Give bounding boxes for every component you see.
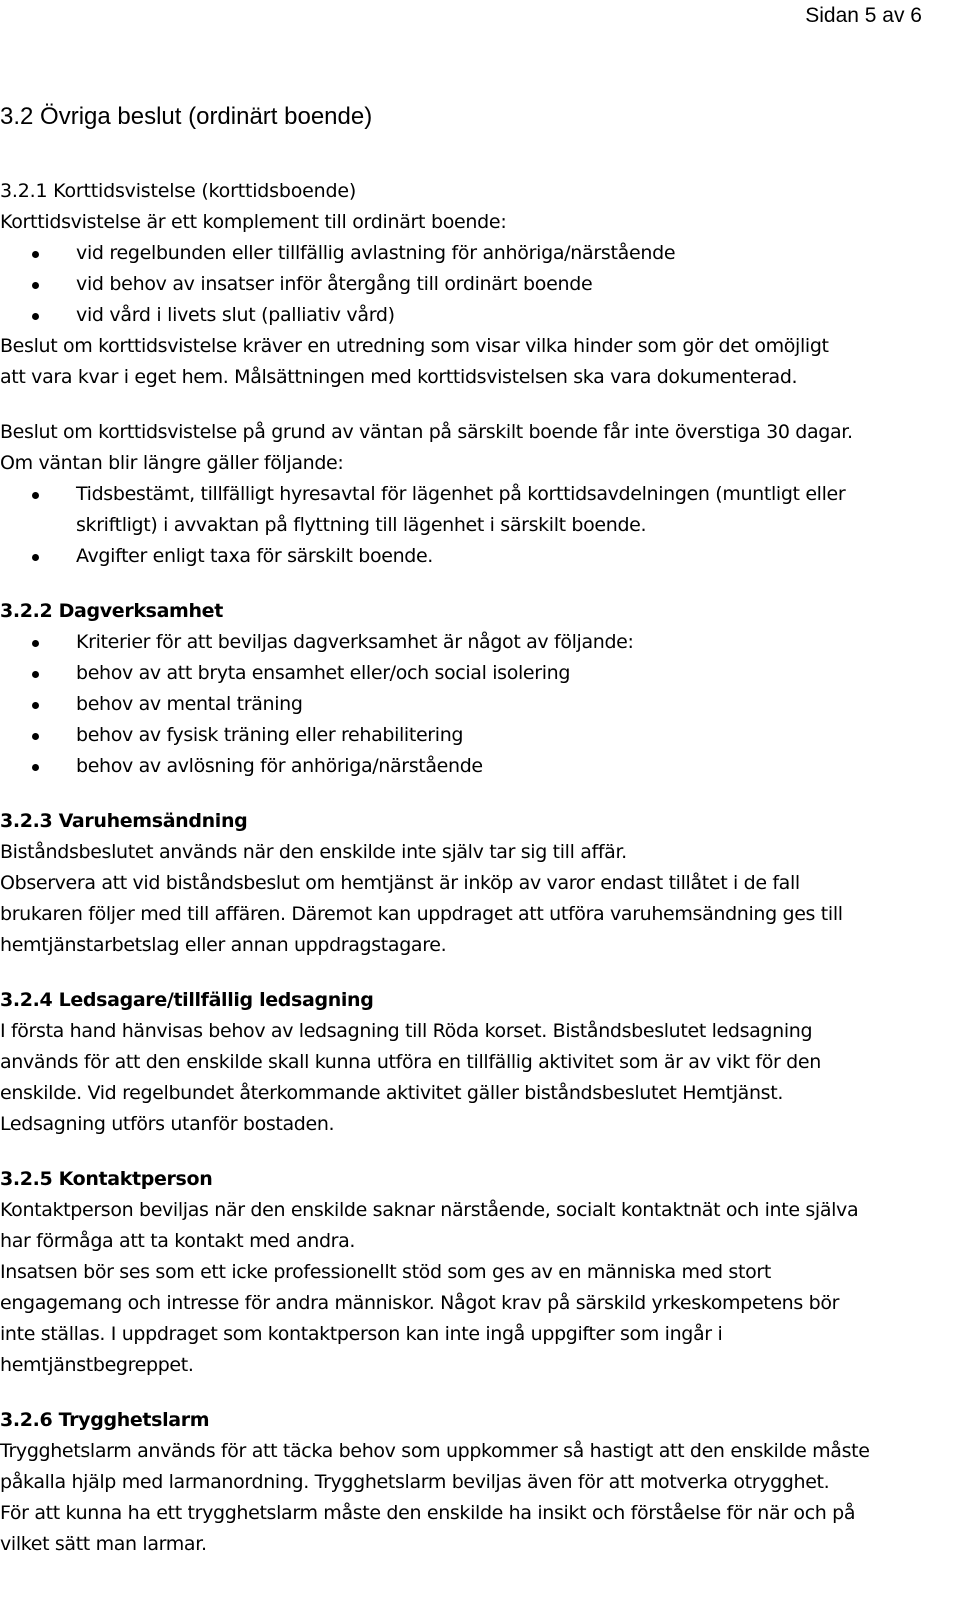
bullet-icon: [32, 702, 39, 709]
paragraph-line: Insatsen bör ses som ett icke professionellt stöd som ges av en människa med stort: [0, 1261, 771, 1283]
paragraph-line: vilket sätt man larmar.: [0, 1533, 207, 1555]
list-item-text: Kriterier för att beviljas dagverksamhet är något av följande:: [76, 631, 634, 653]
paragraph-line: För att kunna ha ett trygghetslarm måste den enskilde ha insikt och förståelse för när och på: [0, 1502, 856, 1524]
section-title: 3.2 Övriga beslut (ordinärt boende): [0, 103, 373, 130]
paragraph-line: påkalla hjälp med larmanordning. Trygghetslarm beviljas även för att motverka otrygghet.: [0, 1471, 830, 1493]
list-item: [0, 479, 950, 541]
heading-3-2-1: 3.2.1 Korttidsvistelse (korttidsboende): [0, 180, 357, 202]
page-number: Sidan 5 av 6: [805, 4, 922, 27]
list-item-text: behov av att bryta ensamhet eller/och social isolering: [76, 662, 571, 684]
paragraph-line: hemtjänstbegreppet.: [0, 1354, 194, 1376]
list-item: [0, 269, 950, 300]
bullet-icon: [32, 671, 39, 678]
heading-3-2-2: 3.2.2 Dagverksamhet: [0, 600, 223, 622]
heading-3-2-5: 3.2.5 Kontaktperson: [0, 1168, 213, 1190]
bullet-icon: [32, 492, 39, 499]
paragraph-line: har förmåga att ta kontakt med andra.: [0, 1230, 356, 1252]
paragraph-line: Kontaktperson beviljas när den enskilde saknar närstående, socialt kontaktnät och inte själva: [0, 1199, 859, 1221]
bullet-icon: [32, 282, 39, 289]
paragraph-line: inte ställas. I uppdraget som kontaktperson kan inte ingå uppgifter som ingår i: [0, 1323, 723, 1345]
list-item-text: Avgifter enligt taxa för särskilt boende.: [76, 545, 433, 567]
bullet-icon: [32, 640, 39, 647]
bullet-icon: [32, 733, 39, 740]
paragraph-line: engagemang och intresse för andra människor. Något krav på särskild yrkeskompetens bör: [0, 1292, 840, 1314]
paragraph-line: Beslut om korttidsvistelse kräver en utredning som visar vilka hinder som gör det omöjligt: [0, 335, 829, 357]
spacer: [0, 1140, 950, 1164]
bullet-list: [0, 238, 950, 331]
list-item-text: vid vård i livets slut (palliativ vård): [76, 304, 395, 326]
paragraph-line: att vara kvar i eget hem. Målsättningen med korttidsvistelsen ska vara dokumenterad.: [0, 366, 798, 388]
list-item: [0, 541, 950, 572]
list-item: [0, 720, 950, 751]
paragraph-line: Observera att vid biståndsbeslut om hemtjänst är inköp av varor endast tillåtet i de fall: [0, 872, 800, 894]
paragraph-line: Trygghetslarm används för att täcka behov som uppkommer så hastigt att den enskilde måste: [0, 1440, 870, 1462]
list-item-text: behov av avlösning för anhöriga/närstående: [76, 755, 483, 777]
list-item: [0, 689, 950, 720]
list-item: [0, 627, 950, 658]
paragraph-line: Beslut om korttidsvistelse på grund av väntan på särskilt boende får inte överstiga 30 dagar.: [0, 421, 853, 443]
paragraph-line: hemtjänstarbetslag eller annan uppdragstagare.: [0, 934, 447, 956]
spacer: [0, 1381, 950, 1405]
paragraph-line: enskilde. Vid regelbundet återkommande aktivitet gäller biståndsbeslutet Hemtjänst.: [0, 1082, 784, 1104]
paragraph-line: Om väntan blir längre gäller följande:: [0, 452, 344, 474]
document-body: [0, 176, 950, 1560]
list-item-text: vid regelbunden eller tillfällig avlastning för anhöriga/närstående: [76, 242, 676, 264]
bullet-icon: [32, 764, 39, 771]
paragraph-line: Biståndsbeslutet används när den enskilde inte själv tar sig till affär.: [0, 841, 627, 863]
bullet-list: [0, 627, 950, 782]
paragraph-line: Ledsagning utförs utanför bostaden.: [0, 1113, 335, 1135]
list-item-text: vid behov av insatser inför återgång till ordinärt boende: [76, 273, 593, 295]
list-item: [0, 238, 950, 269]
spacer: [0, 572, 950, 596]
paragraph-line: brukaren följer med till affären. Däremot kan uppdraget att utföra varuhemsändning ges till: [0, 903, 843, 925]
list-item-text: skriftligt) i avvaktan på flyttning till lägenhet i särskilt boende.: [76, 514, 647, 536]
bullet-icon: [32, 313, 39, 320]
heading-3-2-4: 3.2.4 Ledsagare/tillfällig ledsagning: [0, 989, 374, 1011]
list-item: [0, 751, 950, 782]
list-item: [0, 658, 950, 689]
list-item: [0, 300, 950, 331]
heading-3-2-6: 3.2.6 Trygghetslarm: [0, 1409, 210, 1431]
list-item-text: behov av fysisk träning eller rehabilitering: [76, 724, 464, 746]
heading-3-2-3: 3.2.3 Varuhemsändning: [0, 810, 248, 832]
bullet-list: [0, 479, 950, 572]
list-item-text: Tidsbestämt, tillfälligt hyresavtal för lägenhet på korttidsavdelningen (muntligt eller: [76, 483, 846, 505]
spacer: [0, 782, 950, 806]
paragraph-line: används för att den enskilde skall kunna utföra en tillfällig aktivitet som är av vikt för den: [0, 1051, 821, 1073]
bullet-icon: [32, 251, 39, 258]
bullet-icon: [32, 554, 39, 561]
paragraph-line: I första hand hänvisas behov av ledsagning till Röda korset. Biståndsbeslutet ledsagning: [0, 1020, 813, 1042]
paragraph-line: Korttidsvistelse är ett komplement till ordinärt boende:: [0, 211, 507, 233]
spacer: [0, 393, 950, 417]
spacer: [0, 961, 950, 985]
list-item-text: behov av mental träning: [76, 693, 303, 715]
